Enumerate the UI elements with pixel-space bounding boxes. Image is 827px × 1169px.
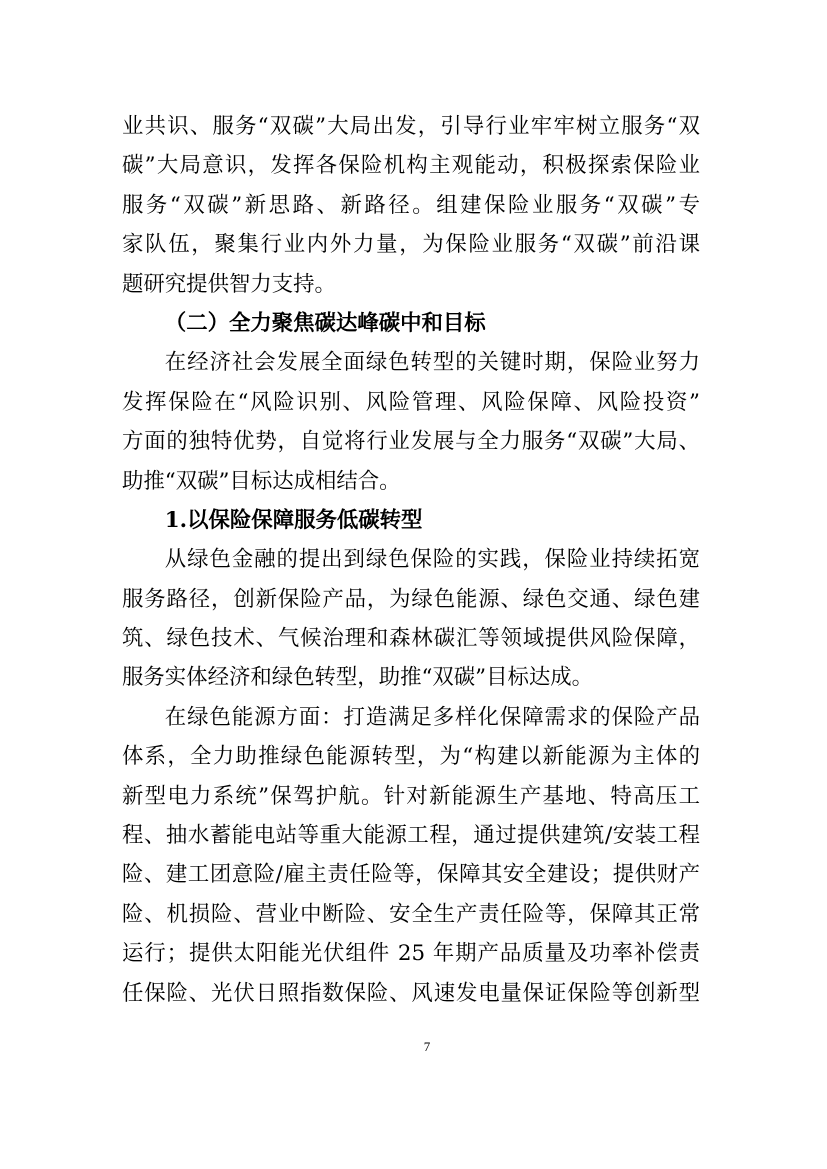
paragraph-2-line: 在经济社会发展全面绿色转型的关键时期，保险业努力 bbox=[164, 350, 700, 376]
paragraph-3-line: 服务路径，创新保险产品，为绿色能源、绿色交通、绿色建 bbox=[122, 586, 700, 612]
paragraph-3-line: 服务实体经济和绿色转型，助推“双碳”目标达成。 bbox=[122, 665, 594, 691]
paragraph-4-line: 险、建工团意险/雇主责任险等，保障其安全建设；提供财产 bbox=[122, 862, 700, 888]
paragraph-2-line: 发挥保险在“风险识别、风险管理、风险保障、风险投资” bbox=[122, 389, 700, 415]
paragraph-4-line: 体系，全力助推绿色能源转型，为“构建以新能源为主体的 bbox=[122, 744, 700, 770]
page-number: 7 bbox=[423, 1039, 431, 1054]
paragraph-1-line: 题研究提供智力支持。 bbox=[122, 271, 336, 297]
paragraph-2-line: 助推“双碳”目标达成相结合。 bbox=[122, 468, 401, 494]
paragraph-4-line: 在绿色能源方面：打造满足多样化保障需求的保险产品 bbox=[164, 704, 700, 730]
paragraph-4-line: 任保险、光伏日照指数保险、风速发电量保证保险等创新型 bbox=[122, 980, 700, 1006]
paragraph-3-line: 筑、绿色技术、气候治理和森林碳汇等领域提供风险保障， bbox=[122, 626, 700, 652]
paragraph-1-line: 家队伍，聚集行业内外力量，为保险业服务“双碳”前沿课 bbox=[122, 232, 700, 258]
subsection-heading: 1.以保险保障服务低碳转型 bbox=[164, 507, 423, 533]
paragraph-1-line: 碳”大局意识，发挥各保险机构主观能动，积极探索保险业 bbox=[122, 153, 700, 179]
paragraph-4-line: 新型电力系统”保驾护航。针对新能源生产基地、特高压工 bbox=[122, 783, 700, 809]
paragraph-1-line: 业共识、服务“双碳”大局出发，引导行业牢牢树立服务“双 bbox=[122, 114, 700, 139]
paragraph-4-line: 运行；提供太阳能光伏组件 25 年期产品质量及功率补偿责 bbox=[122, 941, 700, 967]
paragraph-1-line: 服务“双碳”新思路、新路径。组建保险业服务“双碳”专 bbox=[122, 192, 700, 218]
section-heading: （二）全力聚焦碳达峰碳中和目标 bbox=[164, 310, 486, 336]
paragraph-3-line: 从绿色金融的提出到绿色保险的实践，保险业持续拓宽 bbox=[164, 547, 700, 573]
document-body bbox=[122, 107, 700, 1013]
paragraph-4-line: 程、抽水蓄能电站等重大能源工程，通过提供建筑/安装工程 bbox=[122, 823, 700, 849]
paragraph-4-line: 险、机损险、营业中断险、安全生产责任险等，保障其正常 bbox=[122, 901, 700, 927]
paragraph-2-line: 方面的独特优势，自觉将行业发展与全力服务“双碳”大局、 bbox=[122, 429, 700, 455]
